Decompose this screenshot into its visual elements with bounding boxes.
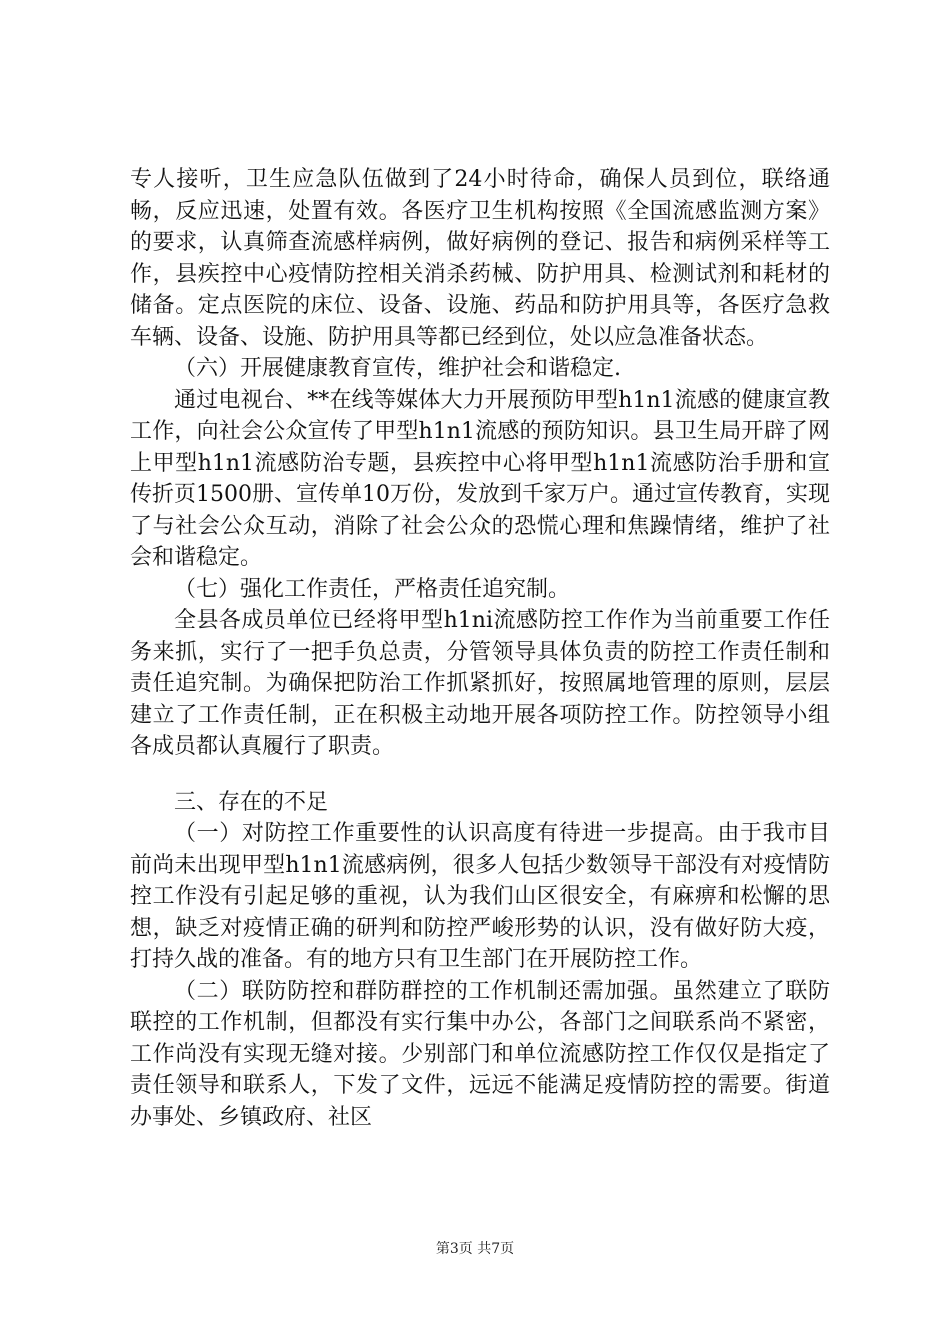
section-spacer	[130, 763, 830, 787]
paragraph-health-education: 通过电视台、**在线等媒体大力开展预防甲型h1n1流感的健康宣教工作，向社会公众宣传了甲型h1n1流感的预防知识。县卫生局开辟了网上甲型h1n1流感防治专题，县疾控中心将甲型h1n1流感防治手册和宣传折页1500册、宣传单10万份，发放到千家万户。通过宣传教育，实现了与社会公众互动，消除了社会公众的恐慌心理和焦躁情绪，维护了社会和谐稳定。	[130, 387, 830, 570]
paragraph-shortcoming-awareness: （一）对防控工作重要性的认识高度有待进一步提高。由于我市目前尚未出现甲型h1n1流感病例，很多人包括少数领导干部没有对疫情防控工作没有引起足够的重视，认为我们山区很安全，有麻痹和松懈的思想，缺乏对疫情正确的研判和防控严峻形势的认识，没有做好防大疫，打持久战的准备。有的地方只有卫生部门在开展防控工作。	[130, 821, 830, 972]
paragraph-emergency-readiness: 专人接听，卫生应急队伍做到了24小时待命，确保人员到位，联络通畅，反应迅速，处置有效。各医疗卫生机构按照《全国流感监测方案》的要求，认真筛查流感样病例，做好病例的登记、报告和病例采样等工作，县疾控中心疫情防控相关消杀药械、防护用具、检测试剂和耗材的储备。定点医院的床位、设备、设施、药品和防护用具等，各医疗急救车辆、设备、设施、防护用具等都已经到位，处以应急准备状态。	[130, 167, 830, 350]
document-body	[130, 164, 830, 1133]
page-number-footer: 第3页 共7页	[435, 1241, 515, 1257]
paragraph-work-responsibility: 全县各成员单位已经将甲型h1ni流感防控工作作为当前重要工作任务来抓，实行了一把手负总责，分管领导具体负责的防控工作责任制和责任追究制。为确保把防治工作抓紧抓好，按照属地管理的原则，层层建立了工作责任制，正在积极主动地开展各项防控工作。防控领导小组各成员都认真履行了职责。	[130, 608, 830, 759]
subheading-work-responsibility: （七）强化工作责任，严格责任追究制。	[174, 576, 571, 602]
paragraph-shortcoming-mechanism: （二）联防防控和群防群控的工作机制还需加强。虽然建立了联防联控的工作机制，但都没有实行集中办公，各部门之间联系尚不紧密，工作尚没有实现无缝对接。少别部门和单位流感防控工作仅仅是指定了责任领导和联系人，下发了文件，远远不能满足疫情防控的需要。街道办事处、乡镇政府、社区	[130, 978, 830, 1130]
subheading-health-education: （六）开展健康教育宣传，维护社会和谐稳定.	[174, 356, 621, 381]
section-heading-shortcomings: 三、存在的不足	[174, 789, 329, 815]
